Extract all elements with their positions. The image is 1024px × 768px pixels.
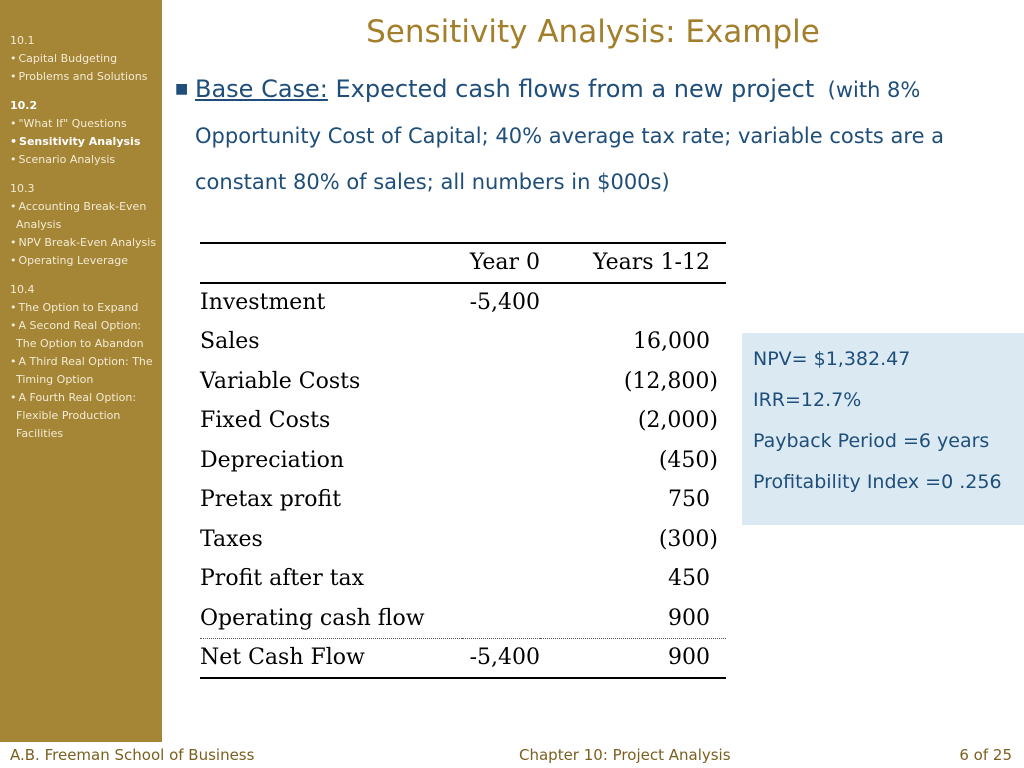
table-row xyxy=(200,283,726,323)
cell-year-0 xyxy=(462,401,540,441)
bullet-lead-text: Expected cash flows from a new project xyxy=(327,75,815,103)
table-row xyxy=(200,480,726,520)
base-case-bullet xyxy=(175,66,1005,205)
nav-heading[interactable]: 10.3 xyxy=(10,182,35,195)
nav-item-capital-budgeting[interactable]: • Capital Budgeting xyxy=(10,50,160,68)
base-case-label: Base Case: xyxy=(195,75,328,103)
row-label: Taxes xyxy=(200,526,263,552)
npv-result: NPV= $1,382.47 xyxy=(753,348,911,370)
table-row xyxy=(200,362,726,402)
profitability-index-result: Profitability Index =0 .256 xyxy=(753,471,1002,493)
row-label: Fixed Costs xyxy=(200,408,331,434)
cell-year-0 xyxy=(462,480,540,520)
footer-school: A.B. Freeman School of Business xyxy=(10,746,255,764)
column-header-label xyxy=(200,243,462,283)
cell-years-1-12: (12,800) xyxy=(623,368,718,394)
cell-year-0: -5,400 xyxy=(469,645,540,670)
nav-item-problems-solutions[interactable]: • Problems and Solutions xyxy=(10,68,160,86)
cell-years-1-12: 900 xyxy=(668,645,710,670)
cell-years-1-12: 900 xyxy=(668,605,710,631)
slide-title: Sensitivity Analysis: Example xyxy=(366,14,820,50)
row-label: Depreciation xyxy=(200,447,345,473)
table-row xyxy=(200,559,726,599)
row-label: Pretax profit xyxy=(200,487,342,513)
cell-year-0 xyxy=(462,520,540,560)
nav-section-10-2 xyxy=(10,97,160,169)
row-label: Variable Costs xyxy=(200,368,361,394)
cell-year-0 xyxy=(462,559,540,599)
table-row xyxy=(200,441,726,481)
cell-year-0: -5,400 xyxy=(469,290,540,316)
nav-heading[interactable]: 10.2 xyxy=(10,99,38,112)
sidebar-contents xyxy=(10,32,160,454)
footer-chapter: Chapter 10: Project Analysis xyxy=(519,746,731,764)
row-label: Net Cash Flow xyxy=(200,645,365,670)
cell-years-1-12: 450 xyxy=(668,566,710,592)
nav-item-sensitivity-analysis[interactable]: • Sensitivity Analysis xyxy=(10,133,160,151)
slide-footer xyxy=(0,742,1024,768)
sidebar-nav xyxy=(0,0,162,742)
row-label: Operating cash flow xyxy=(200,605,425,631)
cell-years-1-12: (2,000) xyxy=(637,408,718,434)
cell-year-0 xyxy=(462,441,540,481)
nav-item-scenario-analysis[interactable]: • Scenario Analysis xyxy=(10,151,160,169)
nav-item-accounting-break-even[interactable]: • Accounting Break-Even Analysis xyxy=(10,198,160,234)
table-row-total xyxy=(200,638,726,678)
nav-section-10-3 xyxy=(10,180,160,270)
cell-years-1-12: 16,000 xyxy=(633,329,710,355)
cell-years-1-12: (450) xyxy=(658,447,718,473)
nav-item-option-to-abandon[interactable]: • A Second Real Option: The Option to Abandon xyxy=(10,317,160,353)
nav-item-what-if[interactable]: • "What If" Questions xyxy=(10,115,160,133)
nav-section-10-1 xyxy=(10,32,160,86)
bullet-text xyxy=(175,66,1005,205)
cell-years-1-12: 750 xyxy=(668,487,710,513)
footer-page-number: 6 of 25 xyxy=(959,746,1012,764)
nav-heading[interactable]: 10.4 xyxy=(10,283,35,296)
table-row xyxy=(200,599,726,639)
cell-year-0 xyxy=(462,362,540,402)
cash-flow-table xyxy=(200,242,726,679)
nav-item-flexible-production[interactable]: • A Fourth Real Option: Flexible Production Facilities xyxy=(10,389,160,443)
column-header-year-0: Year 0 xyxy=(469,250,540,276)
results-box xyxy=(742,333,1024,525)
cell-year-0 xyxy=(462,322,540,362)
row-label: Sales xyxy=(200,329,260,355)
row-label: Profit after tax xyxy=(200,566,365,592)
cell-year-0 xyxy=(462,599,540,639)
nav-item-timing-option[interactable]: • A Third Real Option: The Timing Option xyxy=(10,353,160,389)
row-label: Investment xyxy=(200,290,326,316)
cell-years-1-12 xyxy=(540,283,726,323)
nav-item-npv-break-even[interactable]: • NPV Break-Even Analysis xyxy=(10,234,160,252)
table-row xyxy=(200,322,726,362)
square-bullet-icon: ■ xyxy=(175,81,189,97)
irr-result: IRR=12.7% xyxy=(753,389,862,411)
cell-years-1-12: (300) xyxy=(658,526,718,552)
nav-item-operating-leverage[interactable]: • Operating Leverage xyxy=(10,252,160,270)
nav-item-option-to-expand[interactable]: • The Option to Expand xyxy=(10,299,160,317)
bullet-detail-text: (with 8% Opportunity Cost of Capital; 40% average tax rate; variable costs are a constant 80% of sales; all numbers in $000s) xyxy=(195,78,945,194)
column-header-years-1-12: Years 1-12 xyxy=(593,250,710,276)
nav-section-10-4 xyxy=(10,281,160,443)
table-row xyxy=(200,520,726,560)
table-header-row xyxy=(200,243,726,283)
payback-result: Payback Period =6 years xyxy=(753,430,990,452)
table-row xyxy=(200,401,726,441)
nav-heading[interactable]: 10.1 xyxy=(10,34,35,47)
